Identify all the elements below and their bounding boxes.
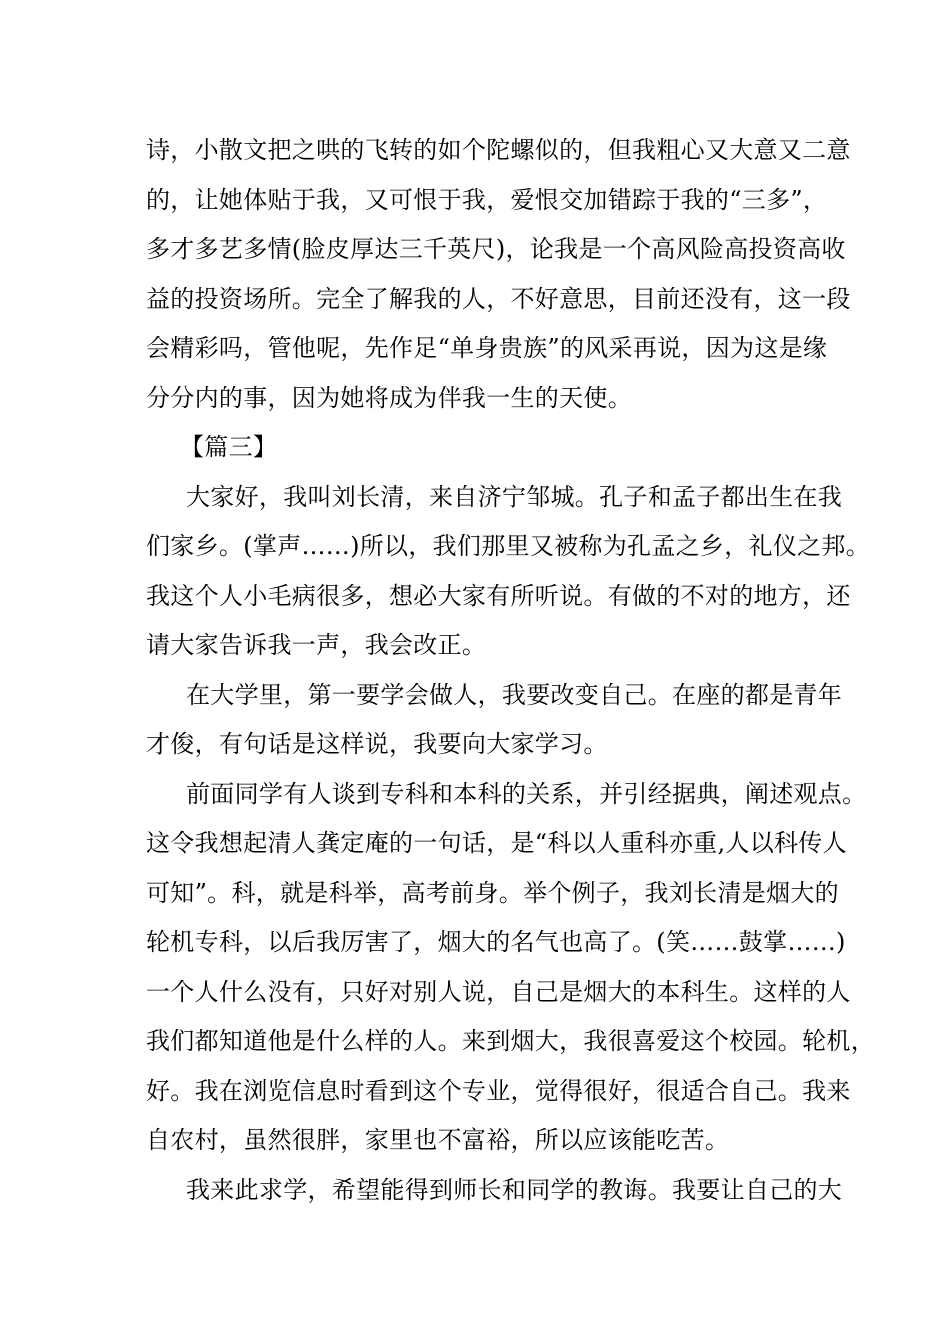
paragraph-line: 前面同学有人谈到专科和本科的关系，并引经据典，阐述观点。: [186, 779, 867, 808]
document-body: [146, 126, 875, 1215]
paragraph-line: 多才多艺多情(脸皮厚达三千英尺)，论我是一个高风险高投资高收: [146, 235, 846, 263]
paragraph-line: 在大学里，第一要学会做人，我要改变自己。在座的都是青年: [186, 680, 843, 709]
paragraph-line: 分分内的事，因为她将成为伴我一生的天使。: [146, 383, 632, 412]
section-heading: 【篇三】: [180, 433, 278, 461]
paragraph-line: 好。我在浏览信息时看到这个专业，觉得很好，很适合自己。我来: [146, 1076, 851, 1105]
paragraph-line: 益的投资场所。完全了解我的人，不好意思，目前还没有，这一段: [146, 284, 851, 313]
paragraph-line: 请大家告诉我一声，我会改正。: [146, 631, 487, 659]
paragraph-line: 我们都知道他是什么样的人。来到烟大，我很喜爱这个校园。轮机，: [146, 1027, 875, 1055]
paragraph-line: 一个人什么没有，只好对别人说，自己是烟大的本科生。这样的人: [146, 977, 851, 1006]
paragraph-line: 我来此求学，希望能得到师长和同学的教诲。我要让自己的大: [186, 1175, 843, 1204]
paragraph-line: 大家好，我叫刘长清，来自济宁邹城。孔子和孟子都出生在我: [186, 482, 843, 511]
paragraph-line: 这令我想起清人龚定庵的一句话，是“科以人重科亦重,人以科传人: [146, 829, 847, 857]
paragraph-line: 轮机专科，以后我厉害了，烟大的名气也高了。(笑……鼓掌……): [146, 928, 846, 956]
paragraph-line: 才俊，有句话是这样说，我要向大家学习。: [146, 730, 608, 758]
paragraph-line: 会精彩吗，管他呢，先作足“单身贵族”的风采再说，因为这是缘: [146, 334, 828, 362]
paragraph-line: 可知”。科，就是科举，高考前身。举个例子，我刘长清是烟大的: [146, 878, 839, 907]
paragraph-line: 我这个人小毛病很多，想必大家有所听说。有做的不对的地方，还: [146, 581, 851, 610]
paragraph-line: 的，让她体贴于我，又可恨于我，爱恨交加错踪于我的“三多”，: [146, 185, 828, 214]
paragraph-line: 自农村，虽然很胖，家里也不富裕，所以应该能吃苦。: [146, 1126, 730, 1154]
paragraph-line: 诗，小散文把之哄的飞转的如个陀螺似的，但我粗心又大意又二意: [146, 136, 851, 164]
paragraph-line: 们家乡。(掌声……)所以，我们那里又被称为孔孟之乡，礼仪之邦。: [146, 532, 871, 560]
